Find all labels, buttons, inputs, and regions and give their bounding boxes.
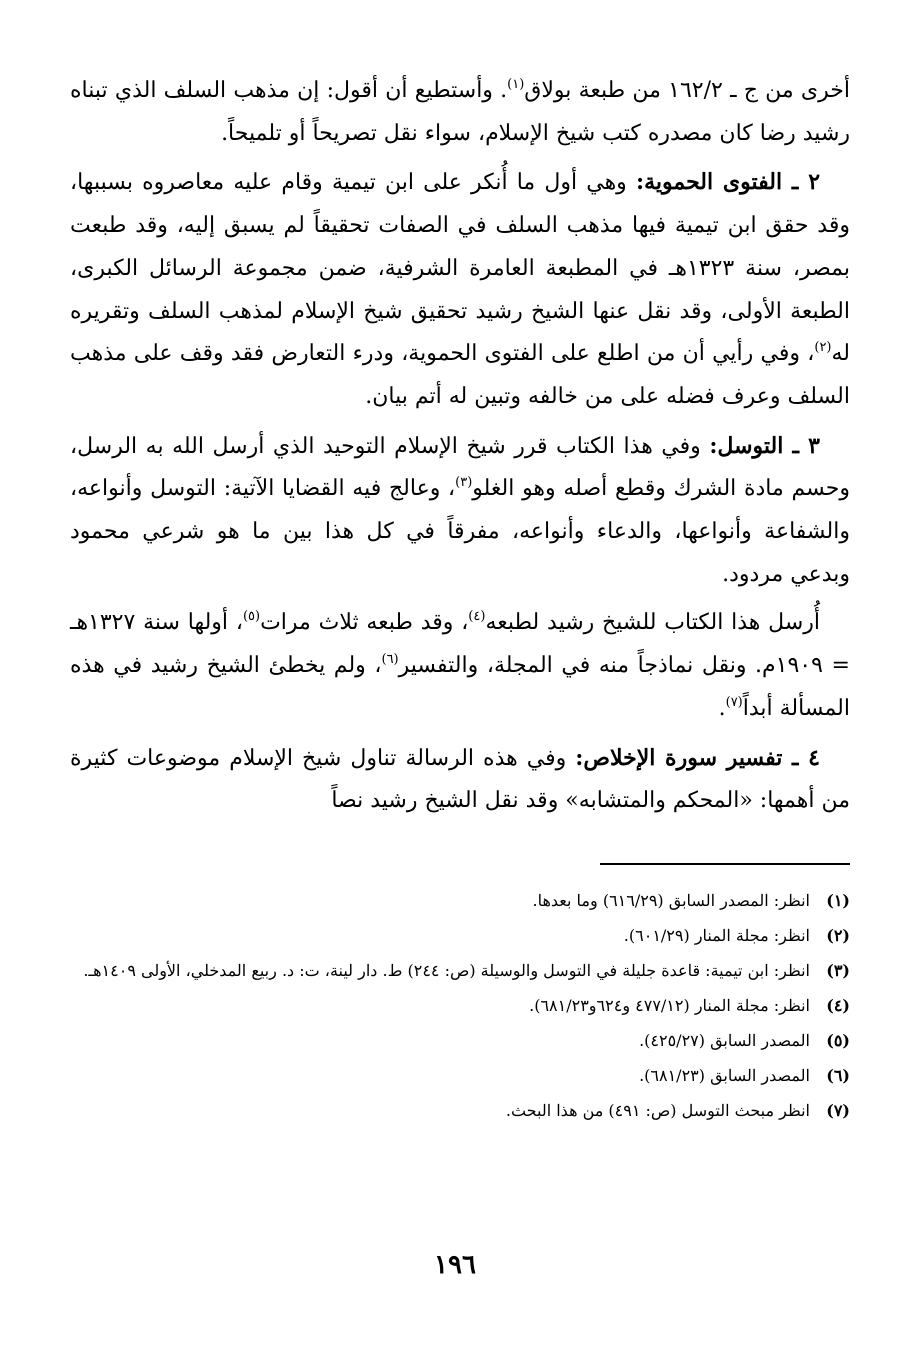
footnote-text: المصدر السابق (٦٨١/٢٣). <box>639 1065 810 1085</box>
paragraph-text: وفي هذا الكتاب قرر شيخ الإسلام التوحيد الذي أرسل الله به الرسل، وحسم مادة الشرك وقطع أصله وهو الغلو <box>70 433 850 502</box>
paragraph-text: ، وقد طبعه ثلاث مرات <box>260 610 469 636</box>
footnote-ref: (٥) <box>242 609 261 625</box>
paragraph <box>70 425 850 597</box>
footnote-text: انظر: مجلة المنار (٦٠١/٢٩). <box>623 925 810 945</box>
section-heading: ٢ ـ الفتوى الحموية: <box>635 169 821 196</box>
page-number: ١٩٦ <box>434 1250 476 1280</box>
footnote-text: انظر: ابن تيمية: قاعدة جليلة في التوسل والوسيلة (ص: ٢٤٤) ط. دار لينة، ت: د. ربيع المدخلي، الأولى ١٤٠٩هـ. <box>83 960 810 980</box>
footnote-number: (٤) <box>826 995 850 1015</box>
paragraph <box>70 161 850 418</box>
footnote-text: انظر مبحث التوسل (ص: ٤٩١) من هذا البحث. <box>505 1100 810 1120</box>
paragraph <box>70 737 850 823</box>
section-heading: ٤ ـ تفسير سورة الإخلاص: <box>575 744 820 771</box>
body-text <box>70 70 850 823</box>
footnote-item <box>70 988 850 1023</box>
footnote-ref: (١) <box>507 77 525 92</box>
footnote-ref: (٧) <box>725 694 743 710</box>
footnote-text: انظر: المصدر السابق (٦١٦/٢٩) وما بعدها. <box>532 890 810 910</box>
paragraph-text: وهي أول ما أُنكر على ابن تيمية وقام عليه معاصروه بسببها، وقد حقق ابن تيمية فيها مذهب السلف في الصفات تحقيقاً لم يسبق إليه، وقد طبعت بمصر، سنة ١٣٢٣هـ في المطبعة العامرة الشرفية، ضمن مجموعة الرسائل الكبرى، الطبعة الأولى، وقد نقل عنها الشيخ رشيد تحقيق شيخ الإسلام لمذهب السلف وتقريره له <box>70 170 851 367</box>
paragraph-text: . <box>718 695 726 721</box>
paragraph-text: ، ولم يخطئ الشيخ رشيد في هذه المسألة أبداً <box>70 653 850 721</box>
paragraph-text: ، وفي رأيي أن من اطلع على الفتوى الحموية، ودرء التعارض فقد وقف على مذهب السلف وعرف فضله على من خالفه وتبين له أتم بيان. <box>70 341 850 409</box>
footnote-item <box>70 953 850 988</box>
footnote-separator <box>600 863 850 865</box>
footnote-ref: (٦) <box>381 652 399 668</box>
footnote-ref: (٢) <box>814 340 832 356</box>
footnote-ref: (٤) <box>468 609 486 625</box>
footnote-item <box>70 1093 850 1128</box>
paragraph-text: أُرسل هذا الكتاب للشيخ رشيد لطبعه <box>485 610 820 636</box>
paragraph-text: ، وعالج فيه القضايا الآتية: التوسل وأنواعه، والشفاعة وأنواعها، والدعاء وأنواعه، مفرقاً في كل هذا بين ما هو شرعي محمود وبدعي مردود. <box>70 476 850 587</box>
paragraph-text: أخرى من ج ـ ١٦٢/٢ من طبعة بولاق <box>524 78 850 103</box>
paragraph <box>70 602 850 730</box>
footnote-item <box>70 918 850 953</box>
footnote-ref: (٣) <box>455 475 473 491</box>
footnote-item <box>70 1058 850 1093</box>
footnote-item <box>70 1023 850 1058</box>
footnote-number: (٣) <box>826 960 850 980</box>
paragraph-text: وفي هذه الرسالة تناول شيخ الإسلام موضوعات كثيرة من أهمها: «المحكم والمتشابه» وقد نقل الشيخ رشيد نصاً <box>70 745 850 814</box>
footnote-number: (١) <box>826 890 850 910</box>
paragraph <box>70 70 850 155</box>
footnote-text: انظر: مجلة المنار (٤٧٧/١٢ و٦٢٤و٦٨١/٢٣). <box>529 995 810 1015</box>
footnote-number: (٧) <box>826 1100 850 1120</box>
footnote-number: (٥) <box>826 1030 850 1050</box>
book-page <box>70 70 850 1300</box>
footnote-number: (٢) <box>826 925 850 945</box>
footnote-number: (٦) <box>826 1065 850 1085</box>
section-heading: ٣ ـ التوسل: <box>709 432 820 459</box>
paragraph-text: ، أولها سنة ١٣٢٧هـ = ١٩٠٩م. ونقل نماذجاً منه في المجلة، والتفسير <box>70 610 850 679</box>
paragraph-text: . وأستطيع أن أقول: إن مذهب السلف الذي تبناه رشيد رضا كان مصدره كتب شيخ الإسلام، سواء نقل تصريحاً أو تلميحاً. <box>70 78 850 146</box>
footnote-text: المصدر السابق (٤٢٥/٢٧). <box>639 1030 810 1050</box>
footnotes <box>70 883 850 1128</box>
footnote-item <box>70 883 850 918</box>
